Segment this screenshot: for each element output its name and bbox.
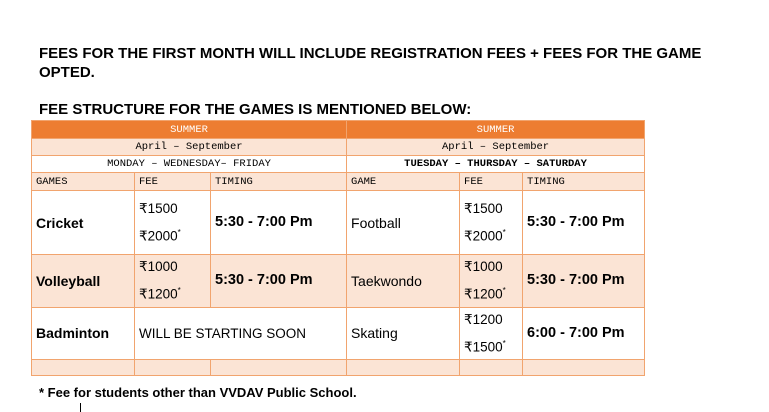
- game-name: Cricket: [32, 191, 135, 255]
- table-row: [32, 255, 645, 308]
- fee-value: ₹1200: [464, 311, 503, 327]
- footnote: * Fee for students other than VVDAV Public School.: [39, 385, 357, 400]
- col-header-fee: FEE: [135, 173, 211, 191]
- fee-value-other: ₹2000*: [464, 227, 506, 244]
- empty-row: [32, 360, 645, 376]
- col-header-games: GAMES: [32, 173, 135, 191]
- fee-cell: [460, 191, 523, 255]
- timing: 5:30 - 7:00 Pm: [523, 255, 645, 308]
- right-days: TUESDAY – THURSDAY – SATURDAY: [347, 156, 645, 173]
- asterisk: *: [502, 227, 506, 237]
- timing: 5:30 - 7:00 Pm: [211, 255, 347, 308]
- text-cursor: [80, 403, 81, 412]
- game-name: Skating: [347, 307, 460, 360]
- fee-value: ₹1500: [464, 200, 503, 216]
- fee-value-other: ₹2000*: [139, 227, 181, 244]
- empty-cell: [347, 360, 460, 376]
- left-season-header: SUMMER: [32, 121, 347, 139]
- col-header-fee-right: FEE: [460, 173, 523, 191]
- starting-soon-note: WILL BE STARTING SOON: [135, 307, 347, 360]
- empty-cell: [211, 360, 347, 376]
- column-header-row: [32, 173, 645, 191]
- left-days: MONDAY – WEDNESDAY– FRIDAY: [32, 156, 347, 173]
- fee-cell: [460, 255, 523, 308]
- fee-value: ₹1000: [139, 259, 178, 274]
- fee-value: ₹1500: [139, 200, 178, 216]
- fee-cell: [135, 191, 211, 255]
- col-header-timing: TIMING: [211, 173, 347, 191]
- table-row: [32, 191, 645, 255]
- game-name: Badminton: [32, 307, 135, 360]
- empty-cell: [135, 360, 211, 376]
- fee-cell: [135, 255, 211, 308]
- game-name: Taekwondo: [347, 255, 460, 308]
- asterisk: *: [502, 286, 506, 295]
- timing: 6:00 - 7:00 Pm: [523, 307, 645, 360]
- table-row: [32, 307, 645, 360]
- timing: 5:30 - 7:00 Pm: [211, 191, 347, 255]
- col-header-game: GAME: [347, 173, 460, 191]
- fee-value-other: ₹1200*: [464, 286, 506, 302]
- left-months: April – September: [32, 139, 347, 156]
- empty-cell: [523, 360, 645, 376]
- asterisk: *: [502, 338, 506, 348]
- fee-structure-table: [31, 120, 645, 376]
- game-name: Volleyball: [32, 255, 135, 308]
- page-heading-first-month: FEES FOR THE FIRST MONTH WILL INCLUDE REGISTRATION FEES + FEES FOR THE GAME OPTED.: [39, 45, 702, 81]
- asterisk: *: [177, 227, 181, 237]
- game-name: Football: [347, 191, 460, 255]
- right-months: April – September: [347, 139, 645, 156]
- fee-value: ₹1000: [464, 259, 503, 274]
- col-header-timing-right: TIMING: [523, 173, 645, 191]
- empty-cell: [32, 360, 135, 376]
- empty-cell: [460, 360, 523, 376]
- page-heading-fee-structure: FEE STRUCTURE FOR THE GAMES IS MENTIONED BELOW:: [39, 101, 472, 118]
- right-season-header: SUMMER: [347, 121, 645, 139]
- asterisk: *: [177, 286, 181, 295]
- fee-cell: [460, 307, 523, 360]
- fee-value-other: ₹1200*: [139, 286, 181, 302]
- days-row: [32, 156, 645, 173]
- season-header-row: [32, 121, 645, 139]
- fee-value-other: ₹1500*: [464, 338, 506, 354]
- months-row: [32, 139, 645, 156]
- timing: 5:30 - 7:00 Pm: [523, 191, 645, 255]
